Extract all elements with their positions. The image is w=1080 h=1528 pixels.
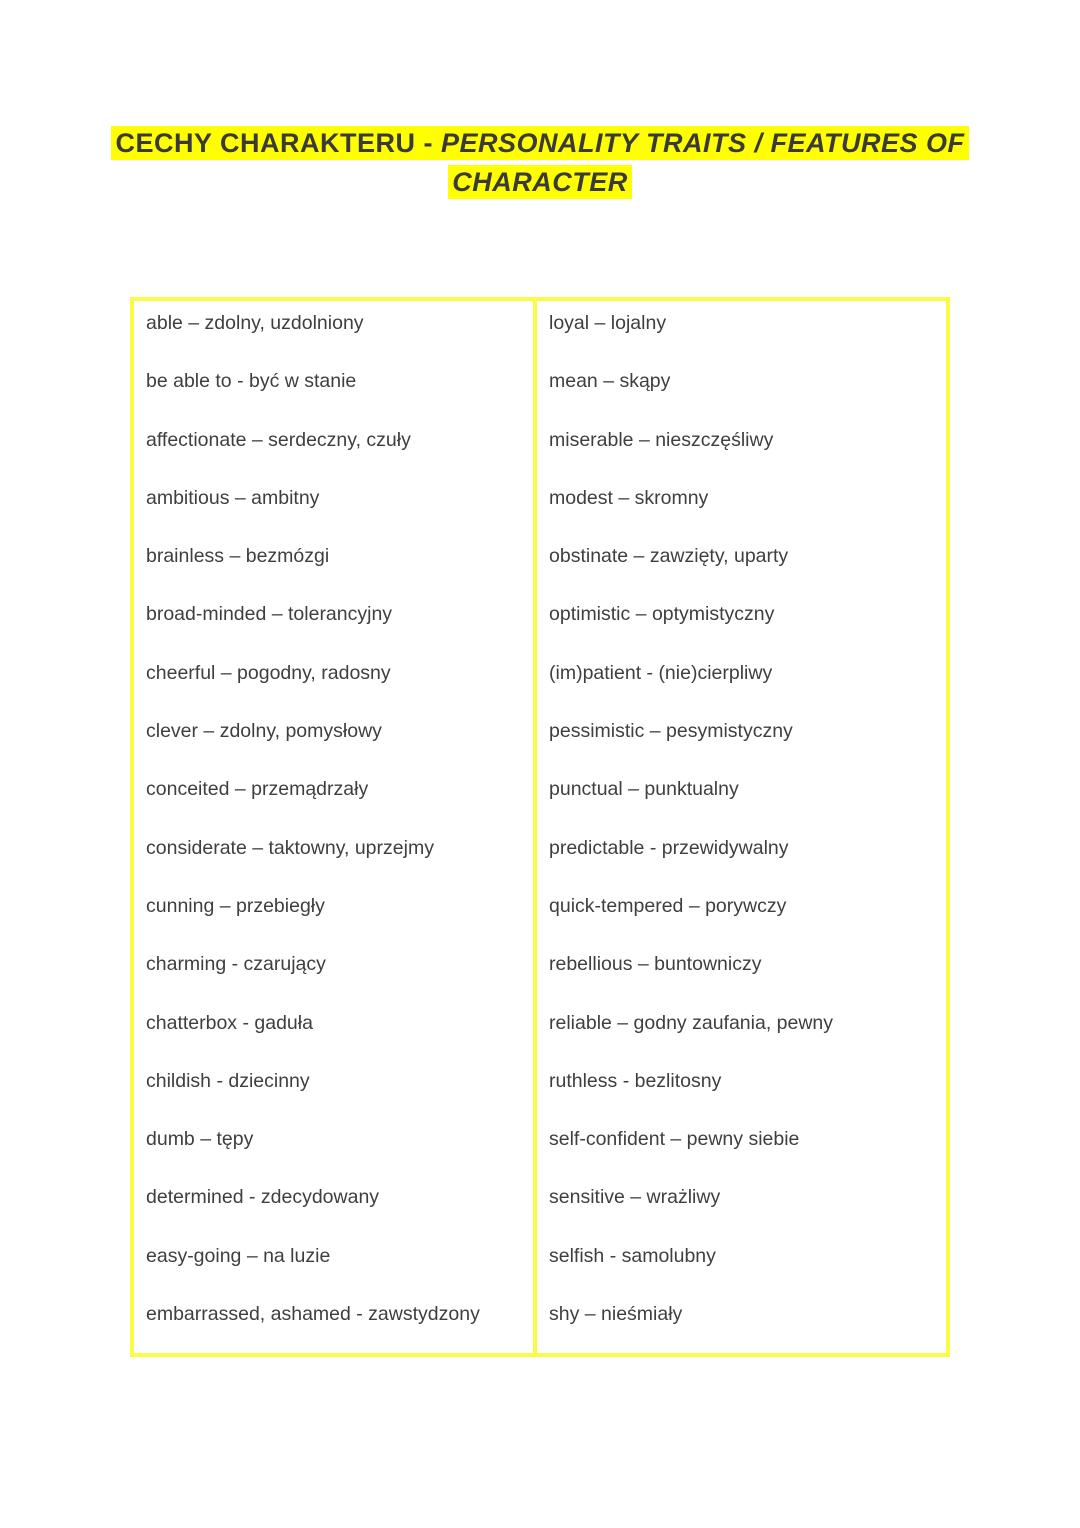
vocab-column-left: [134, 301, 537, 1353]
vocab-entry-text: brainless – bezmózgi: [146, 545, 330, 568]
vocab-entry-text: selfish - samolubny: [549, 1244, 716, 1267]
vocab-entry-text: optimistic – optymistyczny: [549, 603, 775, 626]
vocab-entry: [549, 661, 940, 719]
title-line-1: [0, 124, 1080, 163]
vocab-entry: [549, 1011, 940, 1069]
vocab-entry-text: miserable – nieszczęśliwy: [549, 428, 774, 451]
vocab-column-right: [537, 301, 946, 1353]
vocab-table: [130, 297, 950, 1357]
vocab-entry: [549, 486, 940, 544]
vocab-entry: [549, 719, 940, 777]
vocab-entry: [549, 602, 940, 660]
vocab-entry: [146, 486, 527, 544]
vocab-entry-text: charming - czarujący: [146, 953, 326, 976]
vocab-entry-text: quick-tempered – porywczy: [549, 894, 787, 917]
vocab-entry: [549, 777, 940, 835]
vocab-entry: [146, 311, 527, 369]
vocab-entry-text: ruthless - bezlitosny: [549, 1069, 722, 1092]
vocab-entry: [146, 369, 527, 427]
vocab-entry-text: cheerful – pogodny, radosny: [146, 661, 391, 684]
vocab-entry-text: rebellious – buntowniczy: [549, 953, 762, 976]
vocab-entry: [146, 836, 527, 894]
vocab-entry: [146, 1011, 527, 1069]
vocab-entry-text: broad-minded – tolerancyjny: [146, 603, 393, 626]
vocab-entry-text: determined - zdecydowany: [146, 1186, 380, 1209]
vocab-entry: [549, 894, 940, 952]
vocab-entry-text: easy-going – na luzie: [146, 1244, 331, 1267]
vocab-entry-text: childish - dziecinny: [146, 1069, 310, 1092]
vocab-entry: [549, 1302, 940, 1360]
vocab-entry: [549, 369, 940, 427]
vocab-entry: [549, 311, 940, 369]
vocab-entry-text: embarrassed, ashamed - zawstydzony: [146, 1303, 480, 1326]
vocab-entry: [146, 1069, 527, 1127]
vocab-entry-text: modest – skromny: [549, 486, 709, 509]
vocab-entry-text: clever – zdolny, pomysłowy: [146, 720, 382, 743]
vocab-entry: [549, 428, 940, 486]
vocab-entry: [549, 1127, 940, 1185]
vocab-entry: [146, 894, 527, 952]
vocab-entry-text: mean – skąpy: [549, 370, 671, 393]
vocab-entry: [549, 1185, 940, 1243]
vocab-entry: [146, 719, 527, 777]
vocab-entry: [549, 952, 940, 1010]
vocab-entry-text: able – zdolny, uzdolniony: [146, 312, 364, 334]
vocab-entry: [549, 544, 940, 602]
title-english-part: PERSONALITY TRAITS / FEATURES OF: [440, 128, 965, 158]
vocab-entry-text: obstinate – zawzięty, uparty: [549, 545, 789, 568]
vocab-entry-text: pessimistic – pesymistyczny: [549, 720, 793, 743]
vocab-entry-text: punctual – punktualny: [549, 778, 739, 801]
vocab-entry-text: (im)patient - (nie)cierpliwy: [549, 661, 773, 684]
vocab-entry: [146, 661, 527, 719]
vocab-entry: [549, 836, 940, 894]
vocab-entry-text: considerate – taktowny, uprzejmy: [146, 836, 434, 859]
vocab-entry-text: be able to - być w stanie: [146, 370, 357, 393]
vocab-entry-text: shy – nieśmiały: [549, 1303, 683, 1326]
vocab-entry-text: ambitious – ambitny: [146, 486, 320, 509]
vocab-entry: [146, 952, 527, 1010]
vocab-entry-text: cunning – przebiegły: [146, 894, 325, 917]
vocab-entry-text: chatterbox - gaduła: [146, 1011, 313, 1034]
title-english-part-2: CHARACTER: [452, 167, 628, 197]
page-title: [0, 124, 1080, 202]
vocab-entry-text: sensitive – wrażliwy: [549, 1186, 721, 1209]
vocab-entry: [549, 1069, 940, 1127]
vocab-entry: [146, 1185, 527, 1243]
title-line-2: [0, 163, 1080, 202]
vocab-entry: [549, 1244, 940, 1302]
vocab-entry: [146, 777, 527, 835]
vocab-entry-text: loyal – lojalny: [549, 312, 667, 334]
vocab-entry-text: reliable – godny zaufania, pewny: [549, 1011, 834, 1034]
vocab-entry: [146, 602, 527, 660]
vocab-entry-text: affectionate – serdeczny, czuły: [146, 428, 411, 451]
vocab-entry: [146, 1244, 527, 1302]
title-polish-part: CECHY CHARAKTERU -: [115, 128, 441, 158]
vocab-entry: [146, 428, 527, 486]
vocab-entry: [146, 1302, 527, 1360]
vocab-entry-text: predictable - przewidywalny: [549, 836, 789, 859]
vocab-entry-text: conceited – przemądrzały: [146, 778, 369, 801]
vocab-entry: [146, 1127, 527, 1185]
vocab-entry: [146, 544, 527, 602]
vocab-entry-text: dumb – tępy: [146, 1128, 254, 1151]
vocab-entry-text: self-confident – pewny siebie: [549, 1128, 800, 1151]
